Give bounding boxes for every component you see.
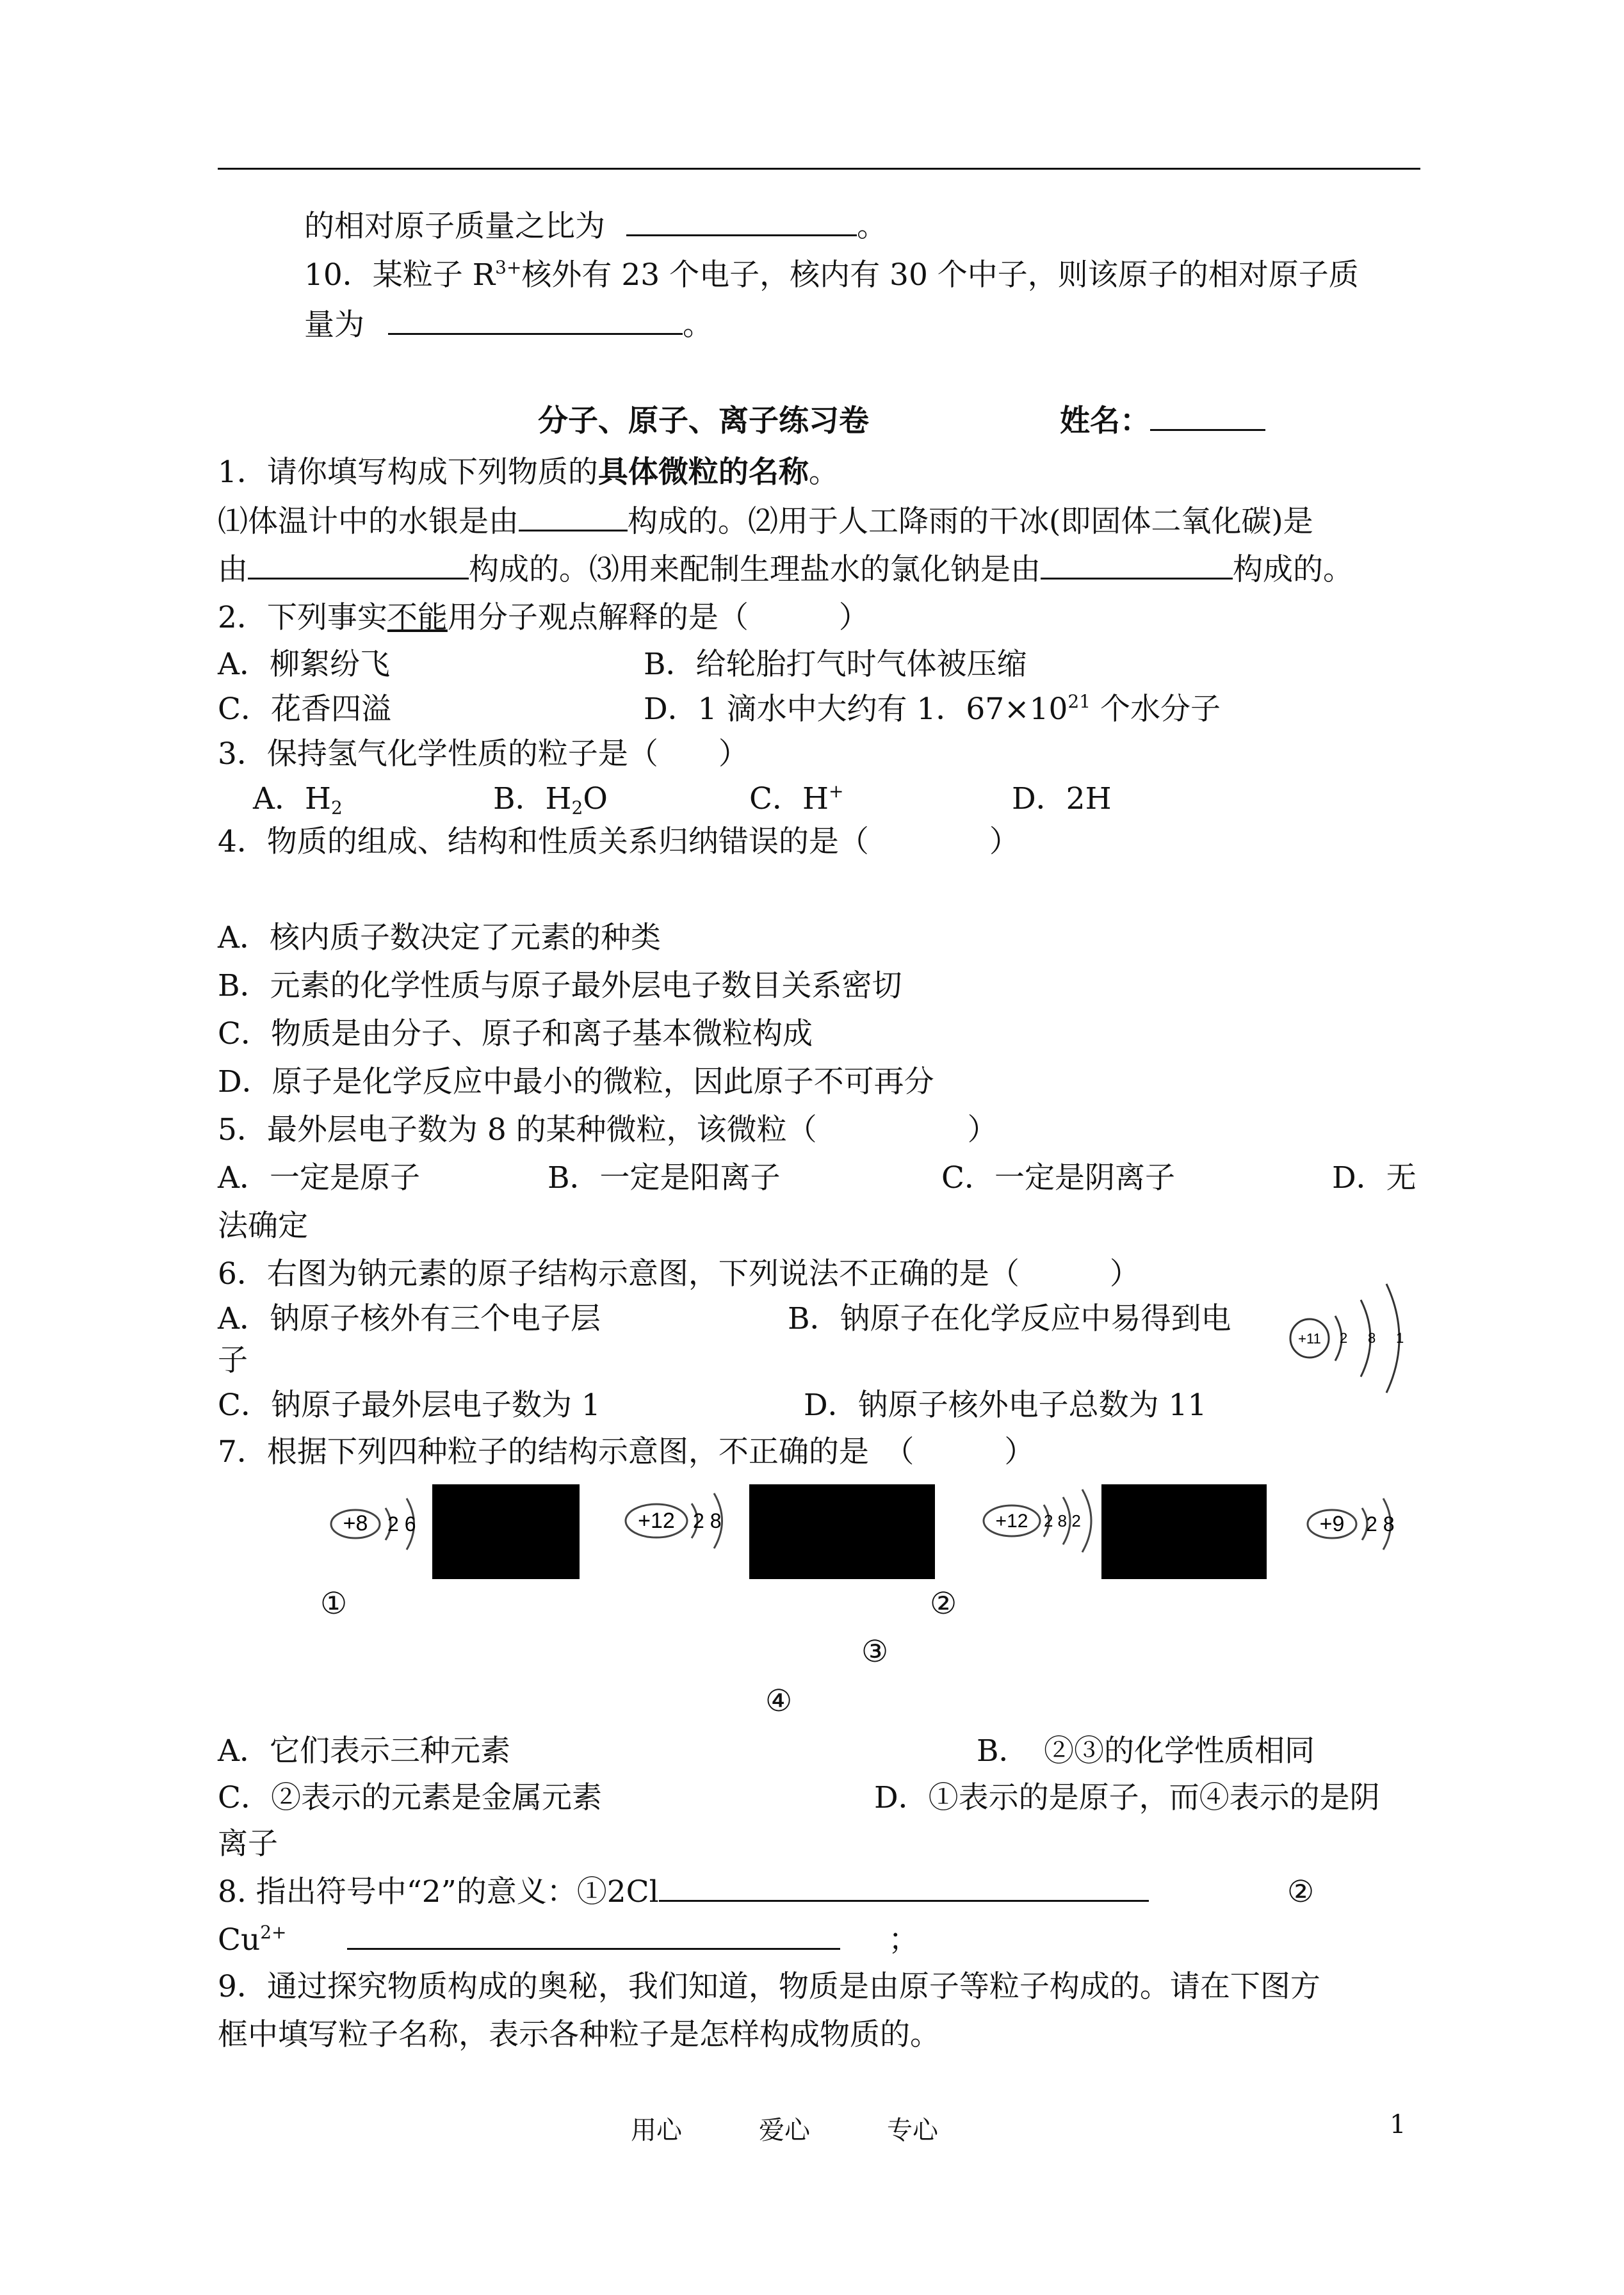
q2-option-c: C．花香四溢 <box>218 692 391 727</box>
answer-blank <box>347 1921 840 1950</box>
page-title: 分子、原子、离子练习卷 <box>538 403 869 439</box>
diagram-label-2: ② <box>930 1586 957 1621</box>
q6-option-d: D．钠原子核外电子总数为 11 <box>804 1388 1207 1423</box>
diagram-label-4: ④ <box>765 1683 793 1719</box>
svg-text:2 8: 2 8 <box>693 1509 722 1532</box>
particle-diagram-4 <box>1303 1482 1431 1566</box>
svg-text:+9: +9 <box>1319 1512 1345 1536</box>
answer-blank <box>659 1873 1149 1902</box>
answer-blank <box>1041 551 1233 580</box>
question-7: 7．根据下列四种粒子的结构示意图，不正确的是 （ ） <box>218 1434 1035 1470</box>
answer-blank <box>626 207 857 236</box>
shell-electrons: 8 <box>1368 1330 1376 1346</box>
header-rule <box>218 168 1420 170</box>
question-6: 6．右图为钠元素的原子结构示意图，下列说法不正确的是（ ） <box>218 1256 1140 1292</box>
q5-option-d-cont: 法确定 <box>218 1208 308 1244</box>
q3-option-b: B．$H_2O$ <box>493 781 608 818</box>
q7-option-c: C．②表示的元素是金属元素 <box>218 1780 602 1815</box>
question-3: 3．保持氢气化学性质的粒子是（ ） <box>218 736 749 772</box>
page-number: 1 <box>1390 2110 1406 2139</box>
q2-option-d: D．1 滴水中大约有 1．$67\times 10^{21}$ 个水分子 <box>644 691 1221 727</box>
question-1-line-3: 由 构成的。⑶用来配制生理盐水的氯化钠是由 构成的。 <box>218 552 1353 587</box>
q7-option-d: D．①表示的是原子，而④表示的是阴 <box>874 1780 1380 1815</box>
q5-option-c: C．一定是阴离子 <box>941 1160 1175 1196</box>
q5-option-a: A．一定是原子 <box>218 1160 420 1196</box>
q4-option-d: D．原子是化学反应中最小的微粒，因此原子不可再分 <box>218 1064 934 1099</box>
q8-part-2-marker: ② <box>1287 1874 1315 1910</box>
q6-option-b-cont: 子 <box>218 1343 248 1378</box>
q9-continuation-line: 的相对原子质量之比为 。 <box>304 209 887 244</box>
q5-option-d: D．无 <box>1332 1160 1417 1196</box>
question-9-line-2: 框中填写粒子名称，表示各种粒子是怎样构成物质的。 <box>218 2017 940 2052</box>
name-field: 姓名： <box>1060 402 1265 441</box>
q10-line-2: 量为 。 <box>304 307 713 343</box>
footer-item: 用心 <box>631 2116 682 2145</box>
q7-option-a: A．它们表示三种元素 <box>218 1733 510 1769</box>
q6-option-b: B．钠原子在化学反应中易得到电 <box>788 1301 1231 1336</box>
q3-option-c: C．H+ <box>749 781 844 816</box>
redacted-block <box>1101 1484 1267 1579</box>
diagram-label-3: ③ <box>861 1634 889 1669</box>
svg-text:2 8: 2 8 <box>1366 1512 1395 1536</box>
q7-option-d-cont: 离子 <box>218 1826 278 1861</box>
question-8: 8. 指出符号中“2”的意义：①2Cl <box>218 1873 1149 1911</box>
q4-option-c: C．物质是由分子、原子和离子基本微粒构成 <box>218 1016 813 1051</box>
shell-electrons: 2 <box>1340 1330 1348 1346</box>
question-4: 4．物质的组成、结构和性质关系归纳错误的是（ ） <box>218 824 1019 859</box>
answer-blank <box>248 551 469 580</box>
svg-text:+8: +8 <box>343 1511 368 1536</box>
particle-diagram-2 <box>621 1479 749 1562</box>
q5-option-b: B．一定是阳离子 <box>548 1160 781 1196</box>
q6-option-a: A．钠原子核外有三个电子层 <box>218 1301 601 1336</box>
name-blank <box>1150 402 1265 431</box>
q2-option-b: B．给轮胎打气时气体被压缩 <box>644 647 1027 682</box>
q3-option-d: D．2H <box>1012 781 1112 816</box>
q8-part-2: $Cu^{2+}$ ； <box>218 1922 919 1958</box>
shell-electrons: 1 <box>1396 1330 1404 1346</box>
q6-option-c: C．钠原子最外层电子数为 1 <box>218 1388 601 1423</box>
particle-diagram-1 <box>327 1482 435 1566</box>
question-1: 1．请你填写构成下列物质的具体微粒的名称。 <box>218 455 839 490</box>
q7-option-b: B． ②③的化学性质相同 <box>977 1733 1315 1769</box>
q2-option-a: A．柳絮纷飞 <box>218 647 390 682</box>
diagram-label-1: ① <box>320 1586 348 1621</box>
answer-blank <box>519 503 628 531</box>
redacted-block <box>432 1484 580 1579</box>
footer-item: 爱心 <box>759 2116 810 2145</box>
q3-option-a: A．$H_2$ <box>253 781 343 818</box>
nucleus-charge: +11 <box>1298 1331 1321 1347</box>
question-2: 2．下列事实不能用分子观点解释的是（ ） <box>218 600 869 635</box>
svg-text:+12: +12 <box>995 1511 1028 1532</box>
question-9: 9．通过探究物质构成的奥秘，我们知道，物质是由原子等粒子构成的。请在下图方 <box>218 1969 1320 2004</box>
redacted-block <box>749 1484 935 1579</box>
question-1-line-2: ⑴体温计中的水银是由 构成的。⑵用于人工降雨的干冰(即固体二氧化碳)是 <box>218 504 1313 539</box>
svg-text:2 6: 2 6 <box>387 1512 416 1536</box>
q4-option-a: A．核内质子数决定了元素的种类 <box>218 920 661 955</box>
particle-diagram-3 <box>980 1479 1108 1562</box>
answer-blank <box>388 306 683 335</box>
sodium-atom-diagram <box>1274 1271 1422 1406</box>
svg-text:+12: +12 <box>638 1509 675 1533</box>
q4-option-b: B．元素的化学性质与原子最外层电子数目关系密切 <box>218 968 902 1003</box>
svg-text:2 8 2: 2 8 2 <box>1044 1511 1081 1530</box>
question-5: 5．最外层电子数为 8 的某种微粒，该微粒（ ） <box>218 1112 998 1148</box>
footer-item: 专心 <box>887 2116 938 2145</box>
q10-line: 10．某粒子 $R^{3+}$核外有 23 个电子，核内有 30 个中子，则该原子的相对原子质 <box>304 257 1359 293</box>
